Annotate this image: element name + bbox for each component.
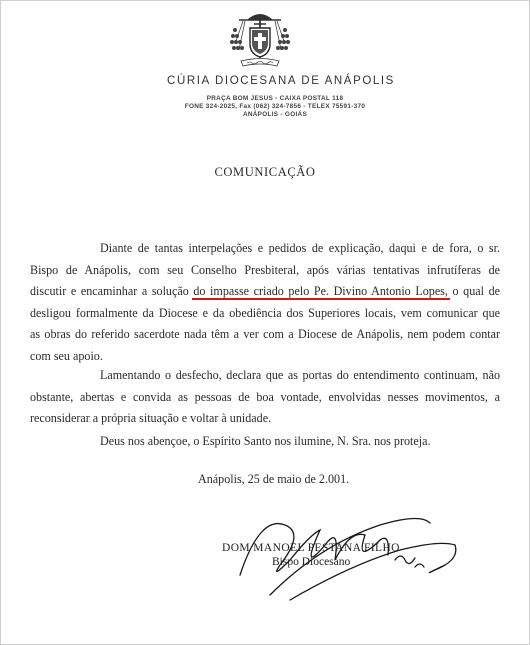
dateline: Anápolis, 25 de maio de 2.001. [198, 472, 350, 486]
address-line: PRAÇA BOM JESUS - CAIXA POSTAL 118 [206, 95, 344, 102]
paragraph-line: discutir e encaminhar a solução do impasse criado pelo Pe. Divino Antonio Lopes, o qual de [30, 284, 500, 298]
paragraph-line: as obras do referido sacerdote nada têm a ver com a Diocese de Anápolis, nem podem contar [30, 327, 500, 341]
paragraph-line: Diante de tantas interpelações e pedidos de explicação, daqui e de fora, o sr. [100, 241, 500, 255]
paragraph-line: reconsiderar a própria situação e voltar à unidade. [30, 411, 272, 425]
signer-role: Bispo Diocesano [272, 556, 351, 568]
phone-line: FONE 324-2025, Fax (062) 324-7856 - TELEX 75591-370 [184, 103, 366, 110]
city-line: ANÁPOLIS - GOIÁS [242, 111, 308, 118]
paragraph-1 [30, 238, 500, 367]
paragraph-line: com seu apoio. [30, 348, 103, 363]
paragraph-line: desligou formalmente da Diocese e da obediência dos Superiores locais, vem comunicar que [30, 305, 500, 320]
bishop-coat-of-arms-icon [225, 6, 295, 70]
diocese-title: CÚRIA DIOCESANA DE ANÁPOLIS [167, 75, 395, 87]
red-highlight-underline [192, 298, 450, 300]
paragraph-line: Bispo de Anápolis, com seu Conselho Presbiteral, após várias tentativas infrutíferas de [30, 262, 500, 277]
paragraph-2 [30, 365, 500, 430]
blessing-line: Deus nos abençoe, o Espírito Santo nos ilumine, N. Sra. nos proteja. [100, 434, 431, 448]
document-heading: COMUNICAÇÃO [214, 165, 316, 179]
paragraph-line: obstante, abertas e convida as pessoas de boa vontade, envolvidas nesses movimentos, a [30, 389, 500, 404]
paragraph-line: Lamentando o desfecho, declara que as portas do entendimento continuam, não [100, 368, 500, 382]
signer-name: DOM MANOEL PESTANA FILHO [222, 542, 400, 554]
